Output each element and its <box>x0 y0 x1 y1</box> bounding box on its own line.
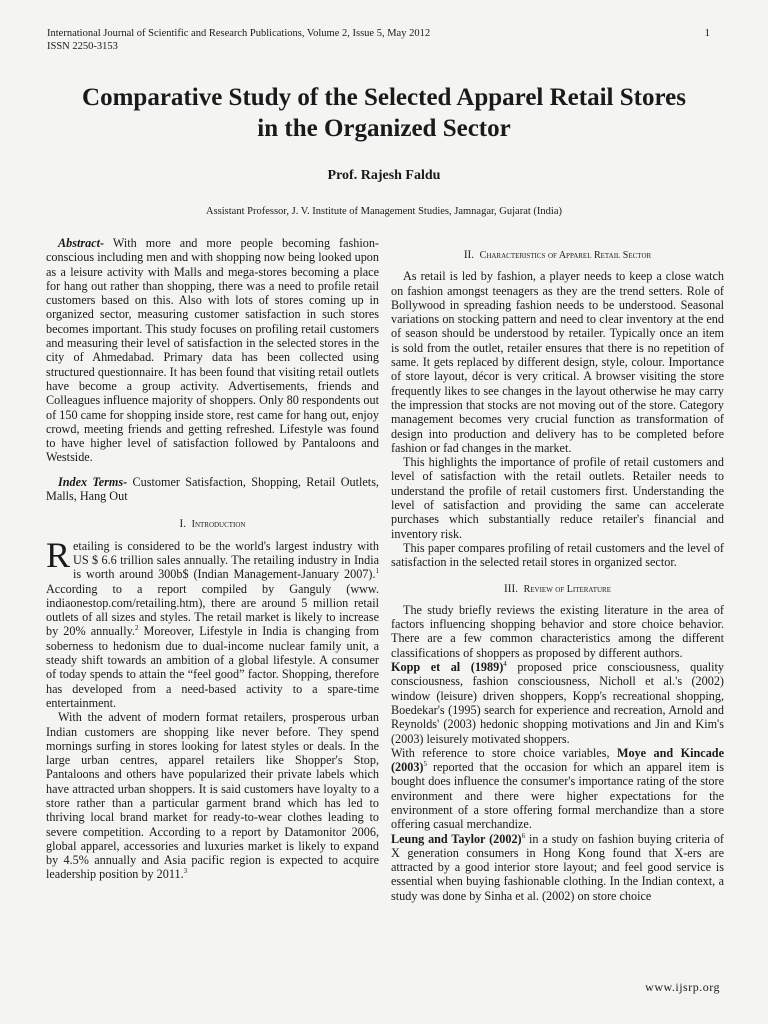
characteristics-paragraph-2: This highlights the importance of profile of retail customers and level of satisfaction with the retail outlets. Retailer needs to understand the profile of retail customers first. Understanding the level of satisfaction and providing the same can accelerate purchases which substantially reduce retailer's financial and inventory risk. <box>391 455 724 541</box>
section-title: Introduction <box>191 519 246 531</box>
characteristics-paragraph-1: As retail is led by fashion, a player needs to keep a close watch on fashion amongst teenagers as they are the trend setters. Role of Bollywood in spreading fashion needs to be understood. Seasonal variations on stocking pattern and need to clear inventory at the end of season should be understood by retailer. Typically once an item is sold from the outlet, retailer ensures that there is no repetition of same. It gets replaced by different design, style, colour. Importance of store layout, décor is very critical. A browser visiting the store frequently likes to see changes in the layout otherwise he may carry the impression that stocks are not moving out of the store. Category management becomes very crucial function as transformation of design into production and delivery has to be completed before fashion or fad changes in the market. <box>391 269 724 455</box>
abstract-label: Abstract- <box>58 236 105 250</box>
section-number: I. <box>179 518 187 531</box>
paper-title <box>0 82 768 144</box>
title-line-1: Comparative Study of the Selected Apparel Retail Stores <box>82 84 686 111</box>
section-heading-introduction <box>46 517 379 532</box>
literature-paragraph-leung: Leung and Taylor $(2002)^6$ in a study on fashion buying criteria of X generation consumers in Hong Kong found that X-ers are attracted by a good interior store layout; and feel good service is essential when buying fashionable clothing. In the Indian context, a study was done by Sinha et al. (2002) on store choice <box>391 831 724 903</box>
abstract-text: With more and more people becoming fashion-conscious including men and with shopping now being looked upon as a leisure activity with Malls and mega-stores becoming a place for hang out rather than shopping, there was a need to profile retail customers based on this. Also with lots of stores coming up in organized sector, measuring customer satisfaction in such stores becomes important. This study focuses on profiling retail customers and measuring their level of satisfaction in the selected stores in the city of Ahmedabad. Primary data has been collected using structured questionnaire. It has been found that visiting retail outlets have become a group activity. Advertisements, friends and Colleagues influence majority of shoppers. Only 80 respondents out of 150 came for shopping inside store, rest came for hang out, enjoy crowd, meeting friends and getting refreshed. Lifestyle was found to have higher level of satisfaction followed by Pantaloons and Westside. <box>46 236 379 465</box>
abstract <box>46 236 379 465</box>
section-heading-characteristics <box>391 248 724 263</box>
literature-paragraph-1: The study briefly reviews the existing literature in the area of factors influencing shopping behavior and store choice behavior. There are a few common characteristics among the different classifications of shoppers as proposed by different authors. <box>391 602 724 660</box>
drop-cap: R <box>46 534 71 575</box>
index-terms-text: Customer Satisfaction, Shopping, Retail Outlets, Malls, Hang Out <box>46 474 379 504</box>
section-number: II. <box>463 249 475 261</box>
section-heading-literature <box>391 582 724 597</box>
journal-name: International Journal of Scientific and Research Publications, Volume 2, Issue 5, May 2012 <box>47 28 431 39</box>
section-title: Characteristics of Apparel Retail Sector <box>479 250 652 261</box>
section-title: Review of Literature <box>523 583 611 595</box>
section-number: III. <box>504 582 518 595</box>
author-affiliation: Assistant Professor, J. V. Institute of Management Studies, Jamnagar, Gujarat (India) <box>205 206 562 217</box>
footnote-ref: 2 <box>134 624 139 633</box>
title-line-2: in the Organized Sector <box>257 115 511 142</box>
citation-kopp: Kopp et al (1989) <box>391 660 504 675</box>
literature-paragraph-kopp: Kopp et al $(1989)^4$ proposed price consciousness, quality consciousness, fashion consciousness, Nicholl et al.'s (2002) window (leisure) driven shoppers, Kopp's recreational shopping, Boedekar's (1995) search for experience and recreation, Arnold and Reynolds' (2003) hedonic shopping motivations and Jin and Kim's (2003) leisurely motivated shoppers. <box>391 659 724 746</box>
author-name: Prof. Rajesh Faldu <box>327 168 441 183</box>
issn: ISSN 2250-3153 <box>47 41 118 52</box>
index-terms <box>46 475 379 504</box>
page-number: 1 <box>704 27 710 39</box>
right-column <box>391 236 724 903</box>
citation-moye: Moye and Kincade (2003) <box>391 745 724 775</box>
index-terms-label: Index Terms- <box>58 474 128 489</box>
running-header <box>47 27 430 53</box>
footnote-ref: 3 <box>183 867 188 876</box>
footer-website: www.ijsrp.org <box>645 980 720 994</box>
characteristics-paragraph-3: This paper compares profiling of retail customers and the level of satisfaction in the selected retail stores in organized sector. <box>391 540 724 570</box>
footnote-ref: 1 <box>375 567 379 576</box>
footnote-ref: 6 <box>521 831 526 840</box>
citation-leung: Leung and Taylor (2002) <box>391 831 522 846</box>
footnote-ref: 5 <box>423 760 427 769</box>
footnote-ref: 4 <box>503 659 507 668</box>
intro-paragraph-2: With the advent of modern format retailers, prosperous urban Indian customers are shopping like never before. They spend mornings surfing in stores looking for latest styles or deals. In the large urban centres, apparel retailers like Shopper's Stop, Pantaloons and others have popularized their private labels which have attracted urban shoppers. It is said customers have loyalty to a store rather than a particular garment brand which has led to thriving local brand market for ready-to-wear clothes leading to severe competition. According to a report by Datamonitor 2006, global apparel, accessories and luxuries market is likely to expand by 4.5% annually and Asia pacific region is expected to acquire leadership position by 2011.$^3$ <box>46 710 379 882</box>
intro-paragraph-1: Retailing is considered to be the world's largest industry with US $ 6.6 trillion sales annually. The retailing industry in India is worth around 300b$ (Indian Management-January 2007).$^1$ According to a report compiled by Ganguly (www. indiaonestop.com/retailing.htm), there are around 5 million retail outlets of all sizes and styles. The retail market is likely to increase by 20% annually.$^2$ Moreover, Lifestyle in India is changing from soberness to hedonism due to dual-income nuclear family unit, a steady shift towards an ambition of a global lifestyle. A consumer of today spends to attain the “feel good” factor. Shopping, therefore has developed from a need-based activity to a spare-time entertainment. <box>46 534 380 710</box>
literature-paragraph-moye: With reference to store choice variables, Moye and Kincade $(2003)^5$ reported that the occasion for which an apparel item is bought does influence the consumer's importance rating of the store environment and there were higher expectations for the environment of a store offering formal merchandize than a store offering casual merchandize. <box>391 745 724 832</box>
left-column <box>46 236 379 882</box>
